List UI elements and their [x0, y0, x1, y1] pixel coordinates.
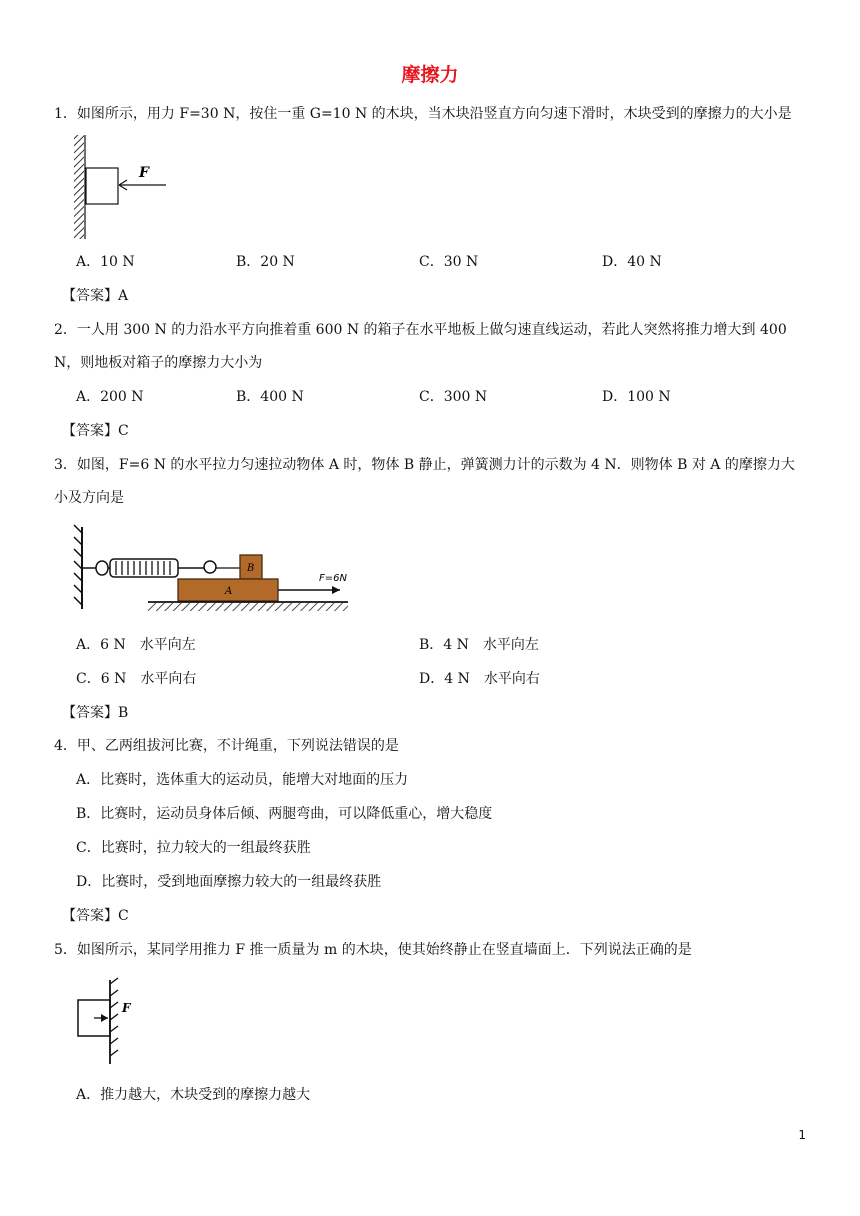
q4-option-b: B．比赛时，运动员身体后倾、两腿弯曲，可以降低重心，增大稳度: [76, 806, 493, 822]
block-a-label: A: [225, 586, 233, 597]
q3-answer: 【答案】B: [62, 705, 129, 721]
question-5-figure: [76, 978, 146, 1066]
question-2-text-line1: 2．一人用 300 N 的力沿水平方向推着重 600 N 的箱子在水平地板上做匀速直线运动，若此人突然将推力增大到 400: [54, 322, 787, 338]
q3-option-b: B．4 N 水平向左: [419, 637, 539, 653]
q2-answer: 【答案】C: [62, 423, 129, 439]
q1-option-a: A．10 N: [76, 254, 135, 270]
page-title: 摩擦力: [401, 64, 459, 86]
q2-option-c: C．300 N: [419, 389, 488, 405]
question-1-figure: [70, 135, 180, 241]
question-5-text: 5．如图所示，某同学用推力 F 推一质量为 m 的木块，使其始终静止在竖直墙面上．下列说法正确的是: [54, 942, 692, 958]
block-b-label: B: [247, 563, 255, 574]
force-label: F=6N: [319, 573, 347, 584]
question-1-text: 1．如图所示，用力 F=30 N，按住一重 G=10 N 的木块，当木块沿竖直方向匀速下滑时，木块受到的摩擦力的大小是: [54, 106, 792, 122]
q4-option-a: A．比赛时，选体重大的运动员，能增大对地面的压力: [76, 772, 409, 788]
arrow-right-icon: [332, 586, 340, 594]
question-3-text-line2: 小及方向是: [54, 490, 124, 506]
force-label: F: [139, 165, 149, 181]
q3-option-a: A．6 N 水平向左: [76, 637, 196, 653]
wall-hatch-icon: [74, 135, 84, 239]
q4-answer: 【答案】C: [62, 908, 129, 924]
question-3-text-line1: 3．如图，F=6 N 的水平拉力匀速拉动物体 A 时，物体 B 静止，弹簧测力计的示数为 4 N．则物体 B 对 A 的摩擦力大: [54, 457, 795, 473]
q1-option-c: C．30 N: [419, 254, 479, 270]
q1-option-b: B．20 N: [236, 254, 295, 270]
q3-option-d: D．4 N 水平向右: [419, 671, 540, 687]
q2-option-a: A．200 N: [76, 389, 144, 405]
q2-option-b: B．400 N: [236, 389, 304, 405]
block-icon: [86, 168, 118, 204]
wall-hatch-icon: [110, 978, 118, 1056]
q5-option-a: A．推力越大，木块受到的摩擦力越大: [76, 1087, 311, 1103]
q4-option-c: C．比赛时，拉力较大的一组最终获胜: [76, 840, 311, 856]
page-number: 1: [798, 1128, 806, 1142]
wall-hatch-icon: [74, 525, 82, 605]
q3-option-c: C．6 N 水平向右: [76, 671, 197, 687]
question-4-text: 4．甲、乙两组拔河比赛，不计绳重，下列说法错误的是: [54, 738, 399, 754]
q1-answer: 【答案】A: [62, 288, 129, 304]
ground-hatch-icon: [148, 603, 348, 611]
q4-option-d: D．比赛时，受到地面摩擦力较大的一组最终获胜: [76, 874, 382, 890]
question-3-figure: [72, 525, 362, 617]
q2-option-d: D．100 N: [602, 389, 671, 405]
question-2-text-line2: N，则地板对箱子的摩擦力大小为: [54, 355, 263, 371]
spring-scale-icon: [110, 559, 178, 577]
force-label: F: [122, 1001, 131, 1015]
q1-option-d: D．40 N: [602, 254, 662, 270]
